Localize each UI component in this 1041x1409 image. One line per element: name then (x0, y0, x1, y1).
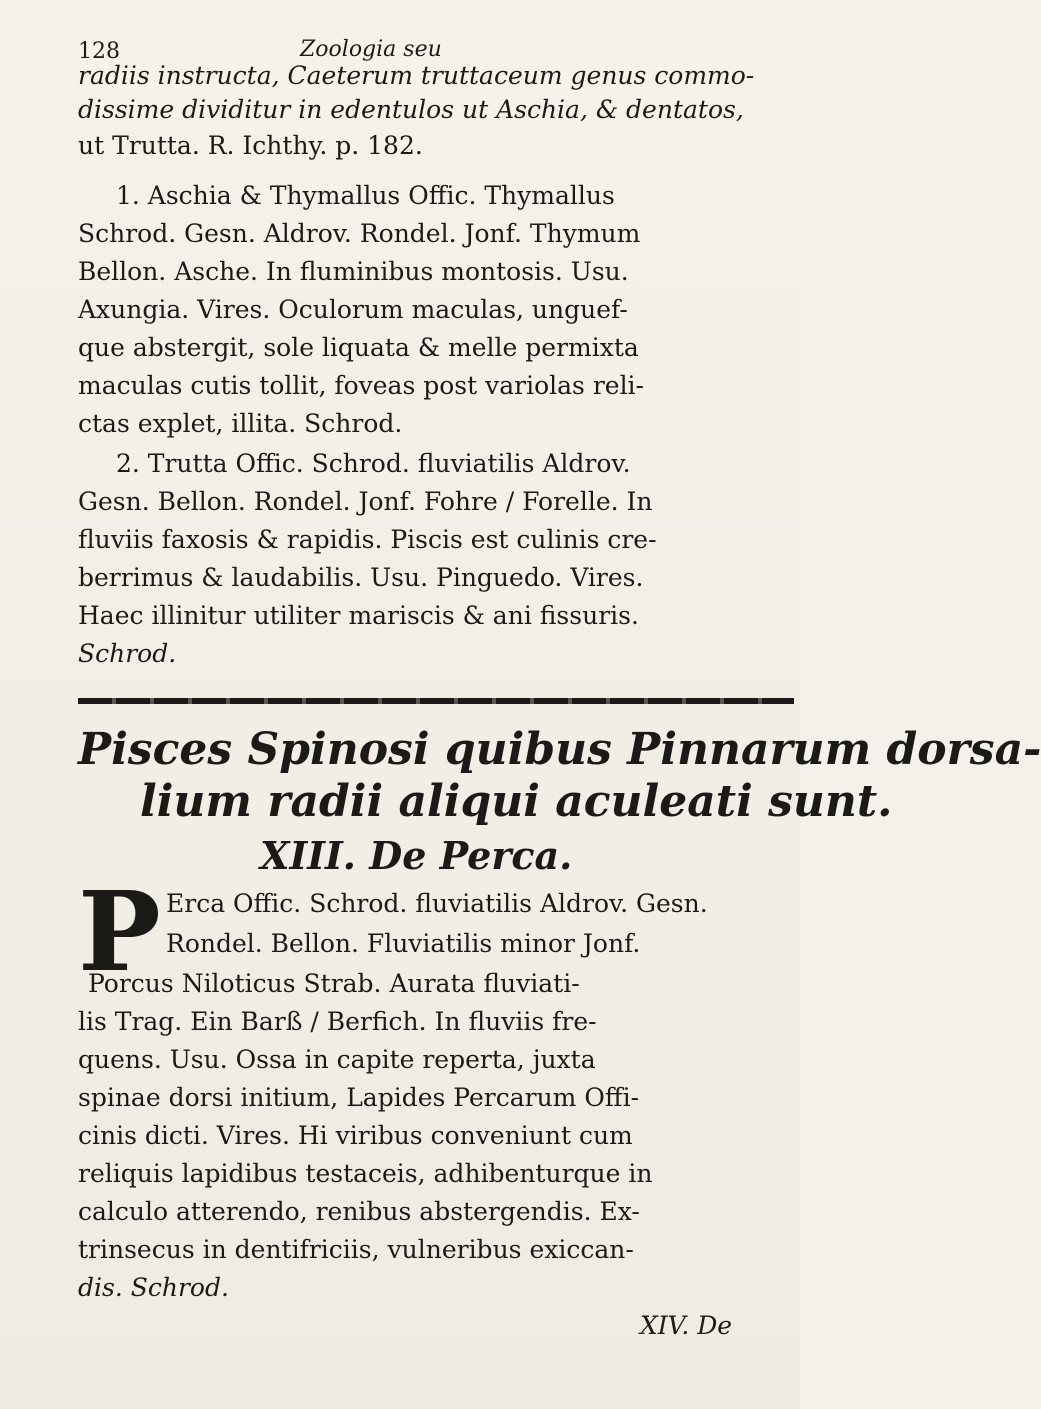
body-line: ctas explet, illita. Schrod. (78, 409, 403, 438)
perca-line: spinae dorsi initium, Lapides Percarum Offi- (78, 1083, 640, 1112)
section-divider-rule (78, 698, 794, 704)
body-line: Gesn. Bellon. Rondel. Jonf. Fohre / Forelle. In (78, 487, 653, 516)
section-title-line-2: lium radii aliqui aculeati sunt. (140, 776, 893, 827)
running-title: Zoologia seu (300, 37, 442, 62)
body-line: 1. Aschia & Thymallus Offic. Thymallus (116, 181, 615, 210)
drop-cap: P (78, 867, 161, 996)
perca-line: Rondel. Bellon. Fluviatilis minor Jonf. (166, 929, 641, 958)
perca-line: dis. Schrod. (78, 1273, 229, 1302)
perca-line: calculo atterendo, renibus abstergendis. Ex- (78, 1197, 640, 1226)
body-line: Schrod. (78, 639, 177, 668)
perca-line: Porcus Niloticus Strab. Aurata fluviati- (88, 969, 580, 998)
perca-line: lis Trag. Ein Barß / Berfich. In fluviis fre- (78, 1007, 597, 1036)
section-title-line-1: Pisces Spinosi quibus Pinnarum dorsa- (78, 724, 1041, 775)
body-line: Axungia. Vires. Oculorum maculas, unguef- (78, 295, 628, 324)
perca-line: trinsecus in dentifriciis, vulneribus exiccan- (78, 1235, 634, 1264)
body-line: Schrod. Gesn. Aldrov. Rondel. Jonf. Thymum (78, 219, 641, 248)
page-number: 128 (78, 39, 120, 64)
chapter-heading: XIII. De Perca. (260, 833, 573, 878)
body-line: Bellon. Asche. In fluminibus montosis. Usu. (78, 257, 629, 286)
body-line: dissime dividitur in edentulos ut Aschia, & dentatos, (78, 95, 744, 124)
body-line: berrimus & laudabilis. Usu. Pinguedo. Vires. (78, 563, 644, 592)
perca-line: cinis dicti. Vires. Hi viribus conveniunt cum (78, 1121, 633, 1150)
perca-line: Erca Offic. Schrod. fluviatilis Aldrov. Gesn. (166, 889, 708, 918)
perca-line: reliquis lapidibus testaceis, adhibenturque in (78, 1159, 653, 1188)
body-line: fluviis faxosis & rapidis. Piscis est culinis cre- (78, 525, 657, 554)
perca-line: quens. Usu. Ossa in capite reperta, juxta (78, 1045, 596, 1074)
body-line: ut Trutta. R. Ichthy. p. 182. (78, 131, 423, 160)
catchword: XIV. De (640, 1311, 733, 1340)
body-line: maculas cutis tollit, foveas post variolas reli- (78, 371, 645, 400)
body-line: que abstergit, sole liquata & melle permixta (78, 333, 639, 362)
body-line: Haec illinitur utiliter mariscis & ani fissuris. (78, 601, 639, 630)
body-line: radiis instructa, Caeterum truttaceum genus commo- (78, 61, 755, 90)
body-line: 2. Trutta Offic. Schrod. fluviatilis Aldrov. (116, 449, 631, 478)
